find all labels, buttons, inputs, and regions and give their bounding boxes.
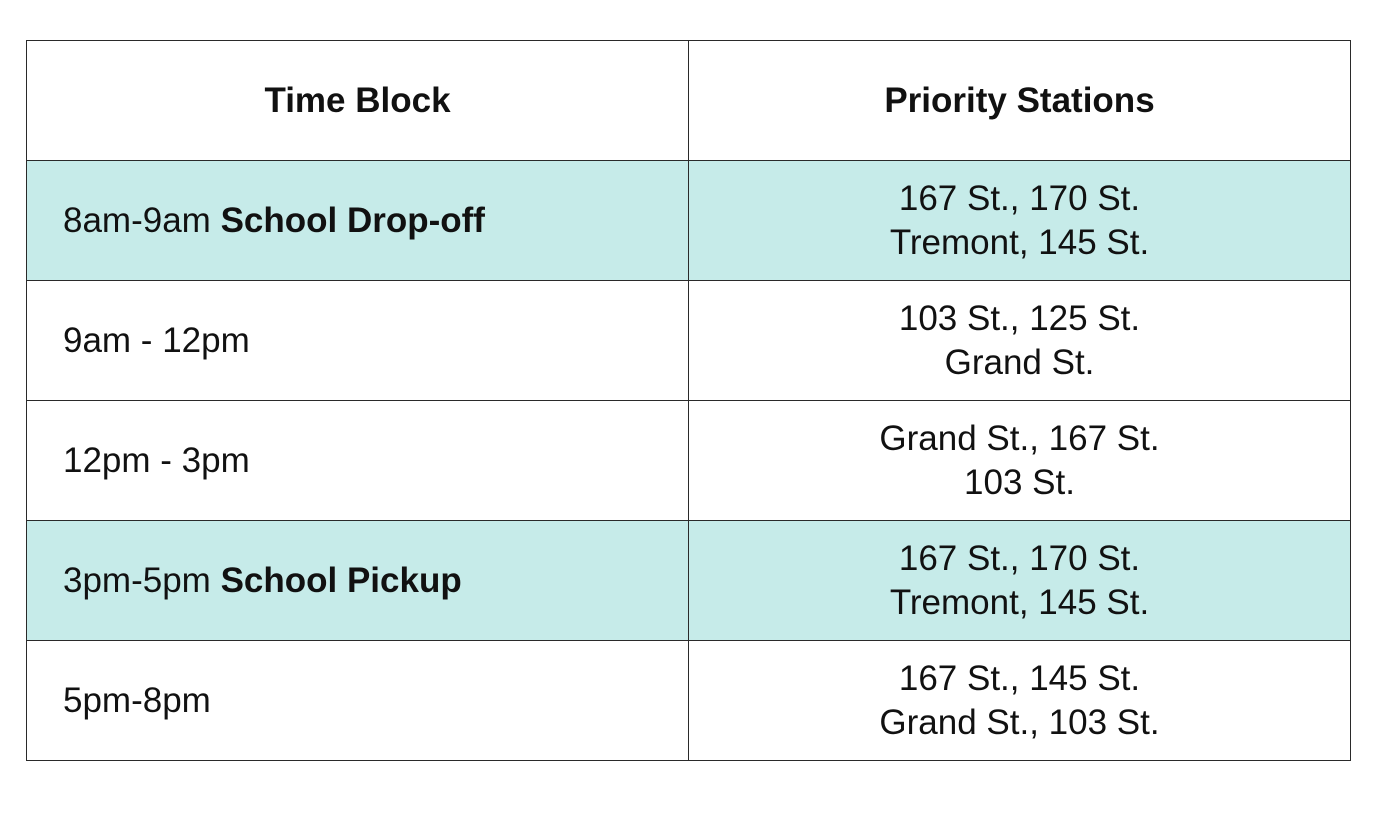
stations-line: 167 St., 170 St. <box>898 538 1141 578</box>
table-row <box>27 641 1351 761</box>
table-row <box>27 521 1351 641</box>
stations-line: 103 St., 125 St. <box>898 298 1141 338</box>
stations-line: Grand St., 167 St. <box>879 418 1160 458</box>
table-row <box>27 401 1351 521</box>
time-block-cell <box>27 281 689 401</box>
stations-line: 167 St., 145 St. <box>898 658 1141 698</box>
table-row <box>27 281 1351 401</box>
time-block-cell <box>27 521 689 641</box>
header-time-block: Time Block <box>27 41 689 161</box>
time-block-label: School Drop-off <box>220 200 485 240</box>
table-row <box>27 161 1351 281</box>
stations-line: 103 St. <box>964 462 1075 502</box>
stations-cell <box>689 401 1351 521</box>
time-block-label: School Pickup <box>220 560 462 600</box>
time-block-cell <box>27 641 689 761</box>
schedule-table <box>26 40 1351 761</box>
time-range: 3pm-5pm <box>63 560 211 600</box>
stations-cell <box>689 641 1351 761</box>
time-block-cell <box>27 401 689 521</box>
time-range: 8am-9am <box>63 200 211 240</box>
stations-cell <box>689 521 1351 641</box>
stations-line: Grand St. <box>944 342 1095 382</box>
time-block-cell <box>27 161 689 281</box>
stations-cell <box>689 281 1351 401</box>
stations-line: 167 St., 170 St. <box>898 178 1141 218</box>
stations-line: Tremont, 145 St. <box>889 222 1150 262</box>
time-range: 12pm - 3pm <box>63 440 250 480</box>
stations-line: Grand St., 103 St. <box>879 702 1160 742</box>
header-row <box>27 41 1351 161</box>
header-priority-stations: Priority Stations <box>689 41 1351 161</box>
stations-line: Tremont, 145 St. <box>889 582 1150 622</box>
stations-cell <box>689 161 1351 281</box>
time-range: 5pm-8pm <box>63 680 211 720</box>
time-range: 9am - 12pm <box>63 320 250 360</box>
